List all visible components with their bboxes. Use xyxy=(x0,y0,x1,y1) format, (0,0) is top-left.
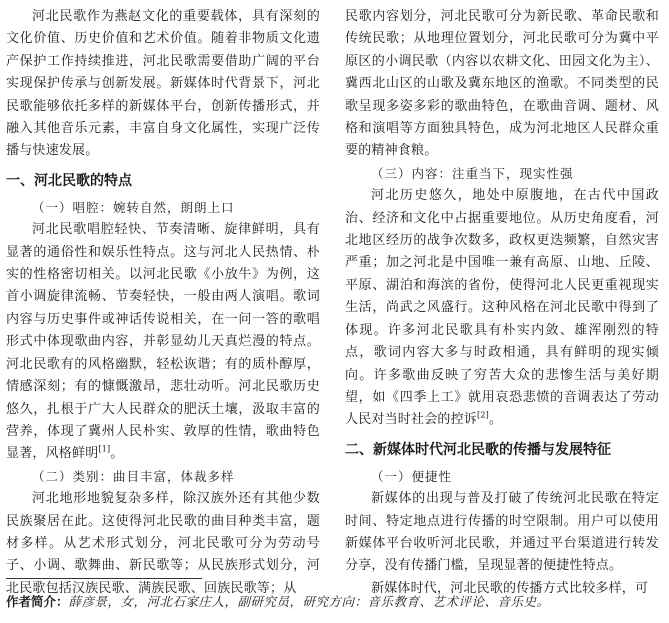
section-1-heading: 一、河北民歌的特点 xyxy=(6,172,132,189)
subsection-1-end: 。 xyxy=(110,446,124,462)
subsection-3-end: 。 xyxy=(488,412,503,428)
subsection-1-heading: （一）唱腔：婉转自然，朗朗上口 xyxy=(32,199,235,215)
subsection-3-body xyxy=(345,185,659,431)
footnote-label: 作者简介： xyxy=(6,594,69,609)
left-column xyxy=(6,6,320,600)
subsection-4-body-1: 新媒体的出现与普及打破了传统河北民歌在特定时间、特定地点进行传播的时空限制。用户可以使用新媒体平台收听河北民歌，并通过平台渠道进行转发分享，没有传播门槛，呈现显著的便捷性特点。 xyxy=(345,491,659,574)
right-column xyxy=(345,6,659,600)
subsection-1-text: 河北民歌唱腔轻快、节奏清晰、旋律鲜明，具有显著的通俗性和娱乐性特点。这与河北人民热情、朴实的性格密切相关。以河北民歌《小放牛》为例，这首小调旋律流畅、节奏轻快，一般由两人演唱。歌词内容与历史事件或神话传说相关，在一问一答的歌唱形式中体现歌曲内容，并彰显幼儿天真烂漫的特点。河北民歌有的风格幽默，轻松诙谐；有的质朴醇厚，情感深刻；有的慷慨激昂，悲壮动听。河北民歌历史悠久，扎根于广大人民群众的肥沃土壤，汲取丰富的营养，体现了冀州人民朴实、敦厚的性情，歌曲特色显著，风格鲜明 xyxy=(6,222,320,462)
citation-1[interactable]: [1] xyxy=(98,444,111,454)
author-footnote xyxy=(6,593,550,611)
subsection-2-body: 河北地形地貌复杂多样，除汉族外还有其他少数民族聚居在此。这使得河北民歌的曲目种类丰富，题材多样。从艺术形式划分，河北民歌可分为劳动号子、小调、歌舞曲、新民歌等；从民族形式划分，河北民歌包括汉族民歌、满族民歌、回族民歌等；从 xyxy=(6,491,320,596)
subsection-3-text: 河北历史悠久，地处中原腹地，在古代中国政治、经济和文化中占据重要地位。从历史角度看，河北地区经历的战争次数多，政权更迭频繁，自然灾害严重；加之河北是中国唯一兼有高原、山地、丘陵、平原、湖泊和海滨的省份，使得河北人民更重视现实生活，尚武之风盛行。这种风格在河北民歌中得到了体现。许多河北民歌具有朴实内敛、雄浑刚烈的特点，歌词内容大多与时政相通，具有鲜明的现实倾向。许多歌曲反映了穷苦大众的悲惨生活与美好期望，如《四季上工》就用哀恐悲愤的音调表达了劳动人民对当时社会的控诉 xyxy=(345,188,659,428)
subsection-4-heading: （一）便捷性 xyxy=(371,468,453,484)
subsection-1-body xyxy=(6,219,320,465)
subsection-4-body-2: 新媒体时代，河北民歌的传播方式比较多样，可 xyxy=(371,580,649,596)
citation-2[interactable]: [2] xyxy=(477,410,489,420)
subsection-2-continued: 民歌内容划分，河北民歌可分为新民歌、革命民歌和传统民歌；从地理位置划分，河北民歌可分为冀中平原区的小调民歌（内容以农耕文化、田园文化为主）、冀西北山区的山歌及冀东地区的渔歌。不同类型的民歌呈现多姿多彩的歌曲特色，在歌曲音调、题材、风格和演唱等方面独具特色，成为河北地区人民群众重要的精神食粮。 xyxy=(345,9,659,159)
subsection-3-heading: （三）内容：注重当下，现实性强 xyxy=(371,165,574,181)
footnote-text: 薛彦景，女，河北石家庄人，副研究员，研究方向：音乐教育、艺术评论、音乐史。 xyxy=(68,594,550,609)
intro-paragraph: 河北民歌作为燕赵文化的重要载体，具有深刻的文化价值、历史价值和艺术价值。随着非物质文化遗产保护工作持续推进，河北民歌需要借助广阔的平台实现保护传承与创新发展。新媒体时代背景下，河北民歌能够依托多样的新媒体平台，创新传播形式，并融入其他音乐元素，丰富自身文化属性，实现广泛传播与快速发展。 xyxy=(6,9,320,159)
section-2-heading: 二、新媒体时代河北民歌的传播与发展特征 xyxy=(345,441,611,458)
footnote-divider xyxy=(6,578,202,579)
subsection-2-heading: （二）类别：曲目丰富，体裁多样 xyxy=(32,468,235,484)
